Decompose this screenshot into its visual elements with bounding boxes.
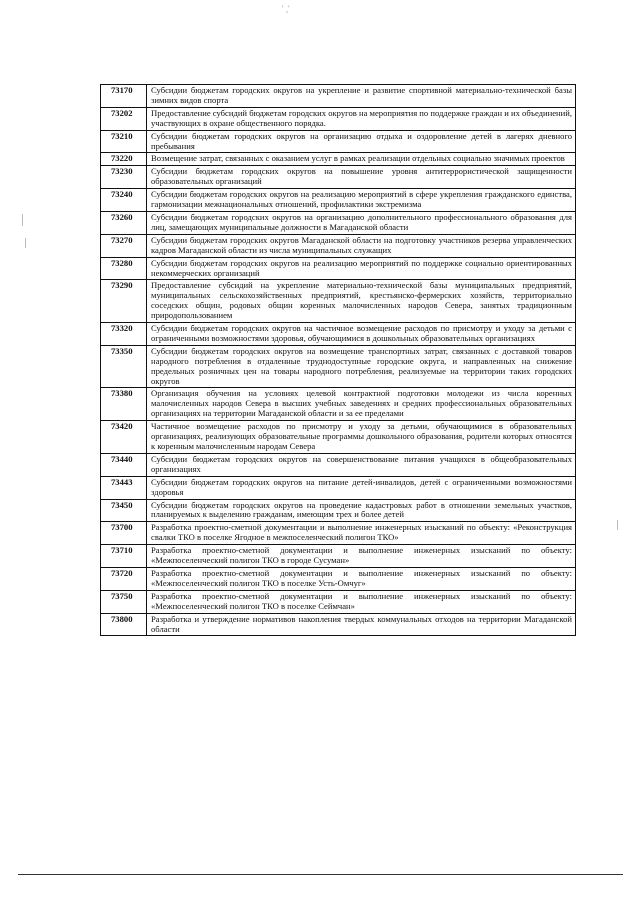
page-top-mark: ' ¸' [282,4,290,13]
description-cell: Субсидии бюджетам городских округов на повышение уровня антитеррористической защищенности образовательных организаций [147,166,576,189]
description-cell: Субсидии бюджетам городских округов на возмещение транспортных затрат, связанных с доставкой товаров народного потребления в отдаленные труднодоступные городские округа, и направленных на снижение предельных розничных цен на товары народного потребления, реализуемые на территории таких городских округов [147,345,576,388]
budget-code-cell: 73720 [101,567,147,590]
table-row [101,613,576,636]
table-row [101,522,576,545]
bottom-rule [18,874,623,875]
table-row [101,476,576,499]
table-row [101,189,576,212]
budget-code-cell: 73440 [101,453,147,476]
description-cell: Субсидии бюджетам городских округов на питание детей-инвалидов, детей с ограниченными возможностями здоровья [147,476,576,499]
table-row [101,166,576,189]
description-cell: Разработка проектно-сметной документации и выполнение инженерных изысканий по объекту: «Реконструкция свалки ТКО в поселке Ягодное в межпоселенческий полигон ТКО» [147,522,576,545]
budget-code-cell: 73380 [101,388,147,421]
table-row [101,130,576,153]
description-cell: Частичное возмещение расходов по присмотру и уходу за детьми, обучающимися в образовательных организациях, реализующих образовательные программы дошкольного образования, родители которых относятся к коренным малочисленным народам Севера [147,421,576,454]
description-cell: Субсидии бюджетам городских округов на организацию дополнительного профессионального образования для лиц, замещающих муниципальные должности в Магаданской области [147,211,576,234]
description-cell: Разработка проектно-сметной документации и выполнение инженерных изысканий по объекту: «Межпоселенческий полигон ТКО в городе Сусуман» [147,545,576,568]
budget-code-cell: 73450 [101,499,147,522]
budget-code-cell: 73230 [101,166,147,189]
table-body [101,85,576,636]
table-row [101,257,576,280]
budget-code-cell: 73320 [101,323,147,346]
margin-mark [617,520,618,530]
description-cell: Субсидии бюджетам городских округов на частичное возмещение расходов по присмотру и уходу за детьми с ограниченными возможностями здоровья, обучающимися в дошкольных образовательных организациях [147,323,576,346]
description-cell: Субсидии бюджетам городских округов на реализацию мероприятий в сфере укрепления гражданского единства, гармонизации межнациональных отношений, профилактики экстремизма [147,189,576,212]
budget-code-cell: 73240 [101,189,147,212]
budget-code-cell: 73710 [101,545,147,568]
description-cell: Субсидии бюджетам городских округов на совершенствование питания учащихся в общеобразовательных организациях [147,453,576,476]
budget-code-cell: 73800 [101,613,147,636]
budget-code-cell: 73210 [101,130,147,153]
table-row [101,567,576,590]
description-cell: Возмещение затрат, связанных с оказанием услуг в рамках реализации отдельных социально значимых проектов [147,153,576,166]
description-cell: Разработка и утверждение нормативов накопления твердых коммунальных отходов на территории Магаданской области [147,613,576,636]
budget-code-cell: 73270 [101,234,147,257]
budget-code-cell: 73202 [101,107,147,130]
budget-code-cell: 73700 [101,522,147,545]
description-cell: Разработка проектно-сметной документации и выполнение инженерных изысканий по объекту: «Межпоселенческий полигон ТКО в поселке Усть-Омчуг» [147,567,576,590]
budget-code-cell: 73443 [101,476,147,499]
description-cell: Организация обучения на условиях целевой контрактной подготовки молодежи из числа коренных малочисленных народов Севера в высших учебных заведениях и средних профессиональных образовательных организациях на территории Магаданской области и за ее пределами [147,388,576,421]
table-row [101,107,576,130]
table-row [101,421,576,454]
description-cell: Субсидии бюджетам городских округов на реализацию мероприятий по поддержке социально ориентированных некоммерческих организаций [147,257,576,280]
budget-code-table [100,84,576,636]
description-cell: Предоставление субсидий на укрепление материально-технической базы муниципальных предприятий, муниципальных сельскохозяйственных предприятий, крестьянско-фермерских хозяйств, территориально соседских общин, родовых общин коренных малочисленных народов Севера, занятых традиционным природопользованием [147,280,576,323]
budget-code-cell: 73170 [101,85,147,108]
description-cell: Разработка проектно-сметной документации и выполнение инженерных изысканий по объекту: «Межпоселенческий полигон ТКО в поселке Сеймчан» [147,590,576,613]
table-row [101,280,576,323]
description-cell: Субсидии бюджетам городских округов на организацию отдыха и оздоровление детей в лагерях дневного пребывания [147,130,576,153]
margin-mark [22,214,23,226]
budget-code-cell: 73290 [101,280,147,323]
budget-code-cell: 73280 [101,257,147,280]
table-row [101,234,576,257]
description-cell: Субсидии бюджетам городских округов на укрепление и развитие спортивной материально-технической базы зимних видов спорта [147,85,576,108]
description-cell: Предоставление субсидий бюджетам городских округов на мероприятия по поддержке граждан и их объединений, участвующих в охране общественного порядка. [147,107,576,130]
budget-code-cell: 73220 [101,153,147,166]
table-row [101,590,576,613]
table-row [101,85,576,108]
description-cell: Субсидии бюджетам городских округов на проведение кадастровых работ в отношении земельных участков, планируемых к выделению гражданам, имеющим трех и более детей [147,499,576,522]
margin-mark [25,238,26,248]
table-row [101,153,576,166]
budget-code-cell: 73260 [101,211,147,234]
table-row [101,211,576,234]
table-row [101,323,576,346]
table-row [101,499,576,522]
table-row [101,345,576,388]
table-row [101,453,576,476]
table-row [101,388,576,421]
budget-code-cell: 73750 [101,590,147,613]
description-cell: Субсидии бюджетам городских округов Магаданской области на подготовку участников резерва управленческих кадров Магаданской области из числа муниципальных служащих [147,234,576,257]
budget-code-cell: 73420 [101,421,147,454]
budget-code-cell: 73350 [101,345,147,388]
table-row [101,545,576,568]
